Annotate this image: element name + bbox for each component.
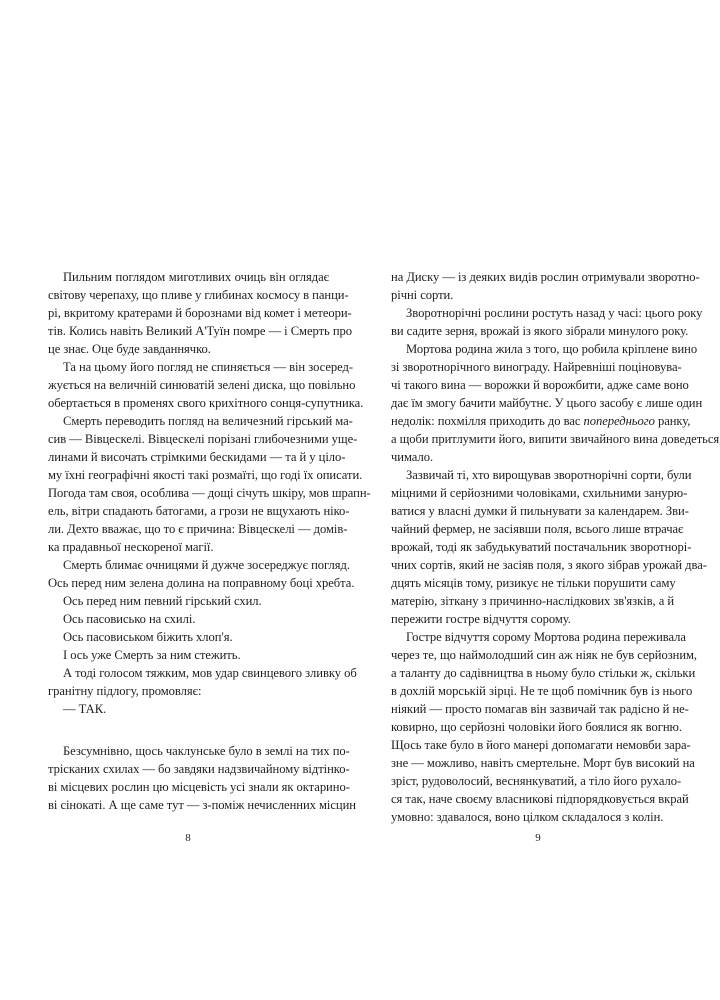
- text-line: сив — Вівцескелі. Вівцескелі порізані глибочезними уще-: [48, 432, 358, 446]
- text-line: умовно: здавалося, воно цілком складалося з колін.: [391, 810, 664, 824]
- text-line: му їхні географічні якості такі розмаїті, що годі їх описати.: [48, 468, 363, 482]
- text-line: зне — можливо, навіть смертельне. Морт був високий на: [391, 756, 695, 770]
- text-line: ель, вітри спадають батогами, а грози не вщухають ніко-: [48, 504, 350, 518]
- text-line: через те, що наймолодший син аж ніяк не був серйозним,: [391, 648, 698, 662]
- text-line: ви садите зерня, врожай із якого зібрали минулого року.: [391, 324, 689, 338]
- text-line: ся так, наче своєму власникові підпорядковується вкрай: [391, 792, 689, 806]
- text-line: а щоби притлумити його, випити звичайного вина доведеться: [391, 432, 720, 446]
- text-line: Смерть переводить погляд на величезний гірський ма-: [63, 414, 353, 428]
- text-line: Безсумнівно, щось чаклунське було в землі на тих по-: [63, 744, 350, 758]
- text-line: линами й височать стрімкими бескидами — та й у ціло-: [48, 450, 346, 464]
- text-line: Погода там своя, особлива — дощі січуть шкіру, мов шрапн-: [48, 486, 371, 500]
- text-line: чі такого вина — ворожки й ворожбити, адже саме воно: [391, 378, 689, 392]
- text-line: Смерть блимає очницями й дужче зосереджує погляд.: [63, 558, 350, 572]
- text-line: це знає. Оце буде завданнячко.: [48, 342, 211, 356]
- page-number: 9: [535, 832, 541, 844]
- text-line: Та на цьому його погляд не спиняється — він зосеред-: [63, 360, 353, 374]
- text-line: Ось перед ним певний гірський схил.: [63, 594, 262, 608]
- text-line: Гостре відчуття сорому Мортова родина переживала: [406, 630, 686, 644]
- text-line: пережити гостре відчуття сорому.: [391, 612, 571, 626]
- text-line: Мортова родина жила з того, що робила кріплене вино: [406, 342, 698, 356]
- emphasis-text: попереднього: [583, 414, 655, 428]
- text-line: матерію, зіткану з причинно-наслідкових зв'язків, а й: [391, 594, 675, 608]
- text-line: врожай, тоді як забудькуватий постачальник зворотнорі-: [391, 540, 692, 554]
- text-line: міцними й серйозними чоловіками, схильними занурю-: [391, 486, 688, 500]
- text-line: світову черепаху, що пливе у глибинах космосу в панци-: [48, 288, 349, 302]
- text-line: Ось пасовиськом біжить хлоп'я.: [63, 630, 233, 644]
- text-line: дцять місяців тому, ризикує не тільки порушити саму: [391, 576, 676, 590]
- text-line: Ось перед ним зелена долина на поправному боці хребта.: [48, 576, 355, 590]
- text-line: Зазвичай ті, хто вирощував зворотнорічні сорти, були: [406, 468, 692, 482]
- text-line: ли. Дехто вважає, що то є причина: Вівцескелі — домів-: [48, 522, 348, 536]
- text-fragment: ранку,: [654, 414, 691, 428]
- text-line: Ось пасовисько на схилі.: [63, 612, 196, 626]
- text-line: ка прадавньої нескореної магії.: [48, 540, 214, 554]
- text-line: дає їм змогу бачити майбутнє. У цього засобу є лише один: [391, 396, 703, 410]
- text-line: гранітну підлогу, промовляє:: [48, 684, 202, 698]
- text-line: тів. Колись навіть Великий А'Туїн помре — і Смерть про: [48, 324, 353, 338]
- text-line: чимало.: [391, 450, 434, 464]
- page-number: 8: [185, 832, 191, 844]
- text-line: зріст, рудоволосий, веснянкуватий, а тіло його рухало-: [391, 774, 682, 788]
- text-line: чних сортів, який не засіяв поля, з якого зібрав урожай два-: [391, 558, 707, 572]
- text-line: А тоді голосом тяжким, мов удар свинцевого зливку об: [63, 666, 357, 680]
- text-line: Щось таке було в його манері допомагати немовби зара-: [391, 738, 691, 752]
- text-line: Зворотнорічні рослини ростуть назад у часі: цього року: [406, 306, 703, 320]
- text-line: на Диску — із деяких видів рослин отримували зворотно-: [391, 270, 700, 284]
- text-line: а таланту до садівництва в ньому було стільки ж, скільки: [391, 666, 696, 680]
- text-line: Пильним поглядом миготливих очиць він оглядає: [63, 270, 329, 284]
- text-line: річні сорти.: [391, 288, 454, 302]
- text-line: ві місцевих рослин цю місцевість усі знали як октарино-: [48, 780, 350, 794]
- text-line: — ТАК.: [63, 702, 107, 716]
- text-line: чайний фермер, не засіявши поля, всього лише втрачає: [391, 522, 684, 536]
- text-line: рі, вкритому кратерами й борознами від комет і метеори-: [48, 306, 352, 320]
- text-line: І ось уже Смерть за ним стежить.: [63, 648, 241, 662]
- text-line: [391, 412, 691, 430]
- text-fragment: недолік: похмілля приходить до вас: [391, 414, 584, 428]
- text-line: ватися у власні думки й пильнувати за календарем. Зви-: [391, 504, 689, 518]
- text-line: трісканих схилах — бо завдяки надзвичайному відтінко-: [48, 762, 350, 776]
- text-line: ніякий — просто помагав він зазвичай так радісно й не-: [391, 702, 689, 716]
- text-line: обертається в променях свого крихітного сонця-супутника.: [48, 396, 364, 410]
- text-line: ві сінокаті. А ще саме тут — з-поміж нечисленних місцин: [48, 798, 356, 812]
- text-line: зі зворотнорічного винограду. Найревніші поціновува-: [391, 360, 682, 374]
- text-line: жується на величній синюватій зелені диска, що повільно: [48, 378, 356, 392]
- text-line: в дохлій морській зірці. Не те щоб помічник був із нього: [391, 684, 693, 698]
- text-line: ковирно, що серйозні чоловіки його боялися як вогню.: [391, 720, 682, 734]
